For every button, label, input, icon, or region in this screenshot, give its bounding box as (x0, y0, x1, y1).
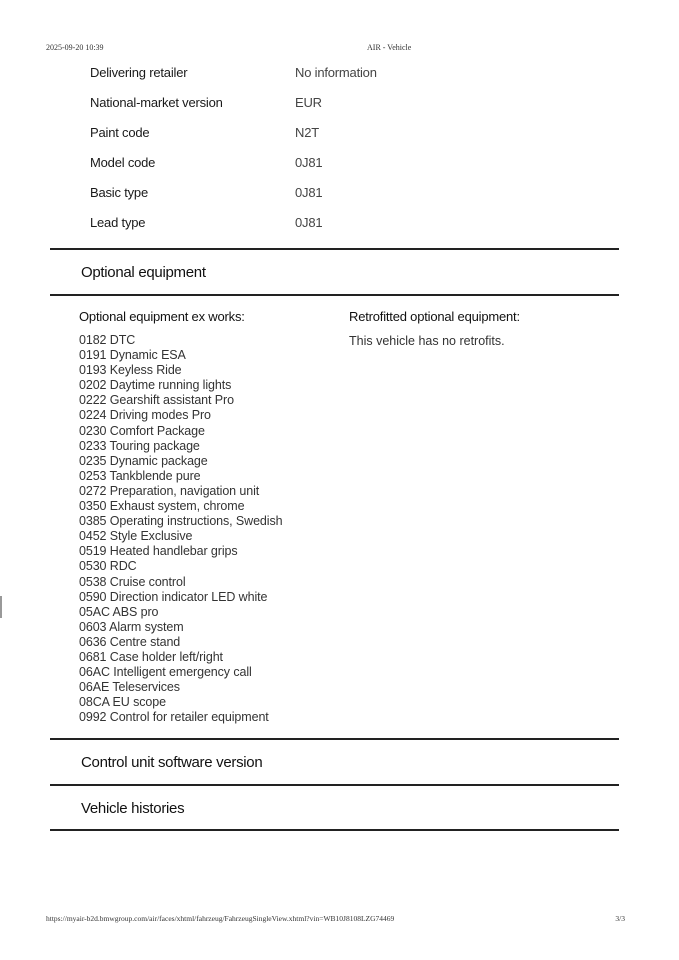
section-divider (50, 738, 619, 740)
detail-row (90, 182, 510, 212)
equipment-item: 0202 Daytime running lights (79, 378, 232, 393)
retrofitted-text: This vehicle has no retrofits. (349, 334, 505, 348)
equipment-item: 0636 Centre stand (79, 634, 181, 649)
section-divider (50, 248, 619, 250)
detail-value: EUR (295, 95, 322, 110)
equipment-item: 05AC ABS pro (79, 604, 159, 619)
detail-label: Basic type (90, 185, 148, 200)
ex-works-heading: Optional equipment ex works: (79, 309, 245, 324)
equipment-item: 0230 Comfort Package (79, 423, 205, 438)
detail-row (90, 92, 510, 122)
print-datetime: 2025-09-20 10:39 (46, 43, 104, 52)
detail-row (90, 122, 510, 152)
detail-label: Lead type (90, 215, 146, 230)
detail-value: 0J81 (295, 215, 323, 230)
equipment-item: 0182 DTC (79, 333, 136, 347)
section-divider (50, 784, 619, 786)
detail-row (90, 152, 510, 182)
detail-value: No information (295, 65, 377, 80)
section-title-vehicle-histories[interactable]: Vehicle histories (81, 800, 185, 817)
vehicle-details-table (90, 62, 510, 242)
equipment-item: 0224 Driving modes Pro (79, 408, 211, 423)
section-title-control-unit[interactable]: Control unit software version (81, 754, 263, 771)
equipment-item: 0681 Case holder left/right (79, 649, 223, 664)
section-title-optional-equipment[interactable]: Optional equipment (81, 264, 206, 281)
equipment-item: 0538 Cruise control (79, 574, 186, 589)
equipment-item: 08CA EU scope (79, 695, 166, 710)
detail-row (90, 212, 510, 242)
equipment-item: 06AC Intelligent emergency call (79, 665, 252, 680)
detail-value: 0J81 (295, 155, 323, 170)
equipment-item: 0272 Preparation, navigation unit (79, 483, 260, 498)
equipment-item: 0253 Tankblende pure (79, 468, 201, 483)
equipment-item: 0992 Control for retailer equipment (79, 710, 269, 725)
equipment-item: 0452 Style Exclusive (79, 529, 193, 544)
detail-label: National-market version (90, 95, 223, 110)
detail-value: N2T (295, 125, 319, 140)
print-url: https://myair-b2d.bmwgroup.com/air/faces/xhtml/fahrzeug/FahrzeugSingleView.xhtml?vin=WB10J8108LZG74469 (46, 914, 395, 923)
print-title: AIR - Vehicle (367, 43, 412, 52)
equipment-item: 0519 Heated handlebar grips (79, 544, 238, 559)
equipment-item: 0590 Direction indicator LED white (79, 589, 268, 604)
section-divider (50, 829, 619, 831)
equipment-item: 06AE Teleservices (79, 680, 180, 695)
detail-label: Model code (90, 155, 156, 170)
retrofitted-heading: Retrofitted optional equipment: (349, 309, 520, 324)
equipment-item: 0233 Touring package (79, 438, 200, 453)
equipment-item: 0222 Gearshift assistant Pro (79, 393, 234, 408)
page-number: 3/3 (615, 914, 625, 923)
equipment-list (79, 333, 339, 725)
detail-label: Delivering retailer (90, 65, 188, 80)
equipment-item: 0530 RDC (79, 559, 137, 574)
equipment-item: 0350 Exhaust system, chrome (79, 499, 245, 514)
detail-row (90, 62, 510, 92)
equipment-item: 0235 Dynamic package (79, 453, 208, 468)
detail-label: Paint code (90, 125, 150, 140)
section-divider (50, 294, 619, 296)
equipment-item: 0603 Alarm system (79, 619, 184, 634)
equipment-item: 0191 Dynamic ESA (79, 348, 186, 363)
scan-mark (0, 596, 2, 618)
detail-value: 0J81 (295, 185, 323, 200)
equipment-item: 0385 Operating instructions, Swedish (79, 514, 283, 529)
equipment-item: 0193 Keyless Ride (79, 363, 182, 378)
